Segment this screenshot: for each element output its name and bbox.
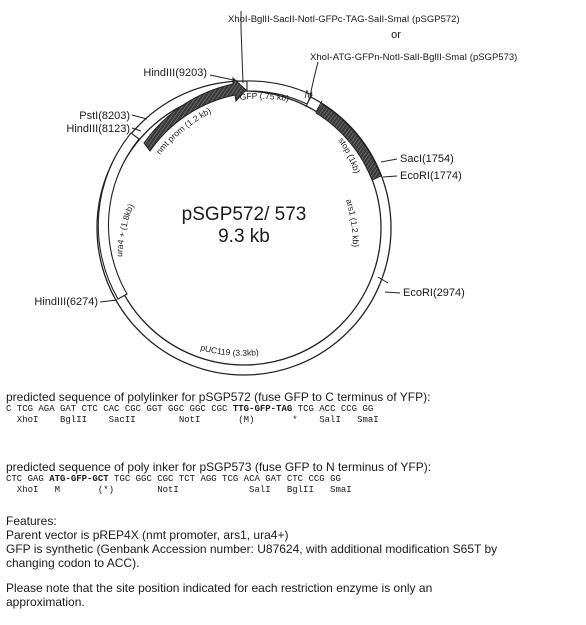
- sequence-labels-573: XhoI M (*) NotI SalI BglII SmaI: [6, 485, 352, 495]
- feature-puc119: [199, 342, 259, 358]
- pointer-pst8203: [132, 115, 147, 119]
- junction-mark-3: [378, 277, 388, 283]
- sequence-title-572: predicted sequence of polylinker for pSGP572 (fuse GFP to C terminus of YFP):: [6, 390, 431, 404]
- site-eco1774: EcoRI(1774): [400, 170, 462, 182]
- plasmid-size: 9.3 kb: [218, 226, 270, 247]
- feature-ars1: [344, 198, 361, 248]
- site-eco2974: EcoRI(2974): [403, 287, 465, 299]
- site-pst8203: PstI(8203): [79, 110, 130, 122]
- pointer-573: [310, 62, 318, 96]
- notes-gfp-line-1: GFP is synthetic (Genbank Accession number: U87624, with additional modification S65T by: [6, 542, 498, 556]
- notes-site-line-2: approximation.: [6, 595, 85, 609]
- sequence-line-572: [6, 404, 584, 415]
- notes-gfp-line-2: changing codon to ACC).: [6, 556, 140, 570]
- features-notes: [6, 514, 584, 609]
- plasmid-name: pSGP572/ 573: [181, 204, 307, 225]
- sequence-labels-572: XhoI BglII SacII NotI (M) * SalI SmaI: [6, 415, 379, 425]
- notes-heading: Features:: [6, 514, 57, 528]
- site-hind9203: HindIII(9203): [143, 67, 207, 79]
- notes-spacer: [6, 570, 584, 581]
- pointer-hind9203: [210, 75, 238, 81]
- pointer-eco1774: [383, 176, 397, 177]
- notes-site-line-1: Please note that the site position indicated for each restriction enzyme is only an: [6, 581, 433, 595]
- sequence-573-part-a: CTC GAG: [6, 474, 50, 484]
- sequence-572-insert: TTG-GFP-TAG: [232, 404, 293, 414]
- sequence-line-573: [6, 474, 584, 485]
- sequence-block-573: [6, 460, 584, 496]
- sequence-573-insert: ATG-GFP-GCT: [49, 474, 109, 484]
- sequence-572-part-c: TCG ACC CCG GG: [292, 404, 374, 414]
- construct-label-or: or: [391, 29, 401, 41]
- site-sac1754: SacI(1754): [400, 153, 454, 165]
- construct-label-573: XhoI-ATG-GFPn-NotI-SalI-BglII-SmaI (pSGP573): [310, 52, 518, 63]
- feature-puc119-path: pUC119 (3.3kb): [199, 342, 260, 358]
- feature-gfp-path: GFP (.75 kb): [239, 90, 290, 104]
- pointer-sac1754: [381, 159, 397, 162]
- notes-parent-vector: Parent vector is pREP4X (nmt promoter, ars1, ura4+): [6, 528, 289, 542]
- sequence-573-part-c: TGC GGC CGC TCT AGG TCG ACA GAT CTC CCG GG: [108, 474, 341, 484]
- sequence-572-part-a: C TCG AGA GAT CTC CAC CGC GGT GGC GGC CGC: [6, 404, 233, 414]
- construct-label-572: XhoI-BglII-SacII-NotI-GFPc-TAG-SalI-SmaI (pSGP572): [228, 14, 460, 25]
- feature-ars1-path: ars1 (1.2 kb): [344, 197, 361, 248]
- pointer-eco2974: [385, 292, 400, 293]
- feature-gfp: [239, 91, 290, 104]
- sequence-block-572: [6, 390, 584, 426]
- site-hind8123: HindIII(8123): [66, 123, 130, 135]
- feature-stop-path: stop (1kb): [336, 135, 363, 175]
- pointer-hind6274: [100, 300, 117, 302]
- sequence-title-573: predicted sequence of poly inker for pSGP573 (fuse GFP to N terminus of YFP):: [6, 460, 432, 474]
- feature-nmt-prom-path: nmt prom (1.2 kb): [153, 105, 213, 157]
- feature-ura4-path: ura4 + (1.8kb): [114, 202, 136, 258]
- site-hind6274: HindIII(6274): [34, 296, 98, 308]
- feature-ura4: [114, 202, 136, 257]
